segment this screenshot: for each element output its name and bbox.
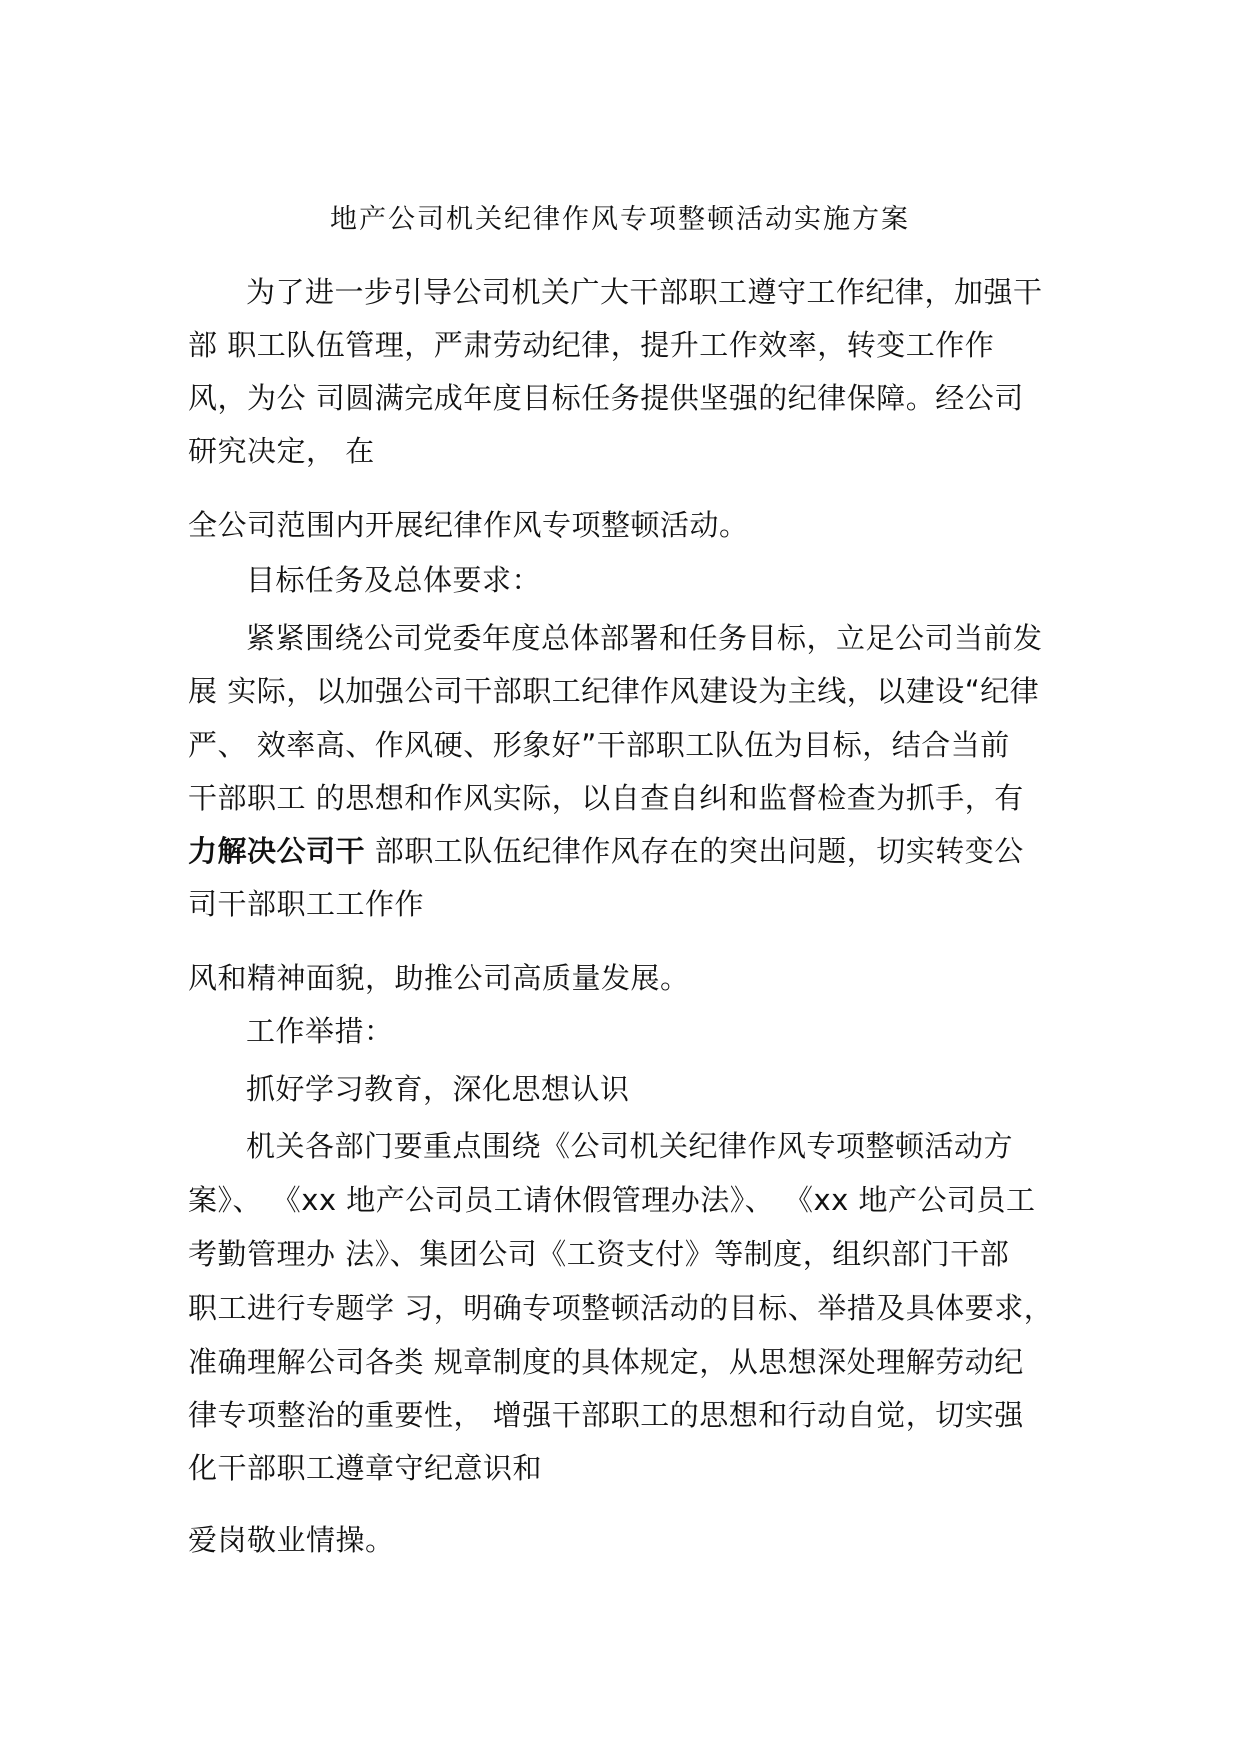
- paragraph-line: 风，为公 司圆满完成年度目标任务提供坚强的纪律保障。经公司: [188, 381, 1024, 415]
- paragraph-line: 考勤管理办 法》、集团公司《工资支付》等制度，组织部门干部: [188, 1237, 1010, 1271]
- paragraph-line: 机关各部门要重点围绕《公司机关纪律作风专项整顿活动方: [246, 1129, 1014, 1163]
- paragraph-line: 准确理解公司各类 规章制度的具体规定，从思想深处理解劳动纪: [188, 1345, 1024, 1379]
- paragraph-line: 干部职工 的思想和作风实际，以自查自纠和监督检查为抓手，有: [188, 781, 1024, 815]
- paragraph-line: 化干部职工遵章守纪意识和: [188, 1451, 543, 1485]
- paragraph-line: 爱岗敬业情操。: [188, 1523, 395, 1557]
- subsection-heading: 抓好学习教育，深化思想认识: [246, 1072, 630, 1106]
- paragraph-line: 为了进一步引导公司机关广大干部职工遵守工作纪律，加强干: [246, 275, 1043, 309]
- paragraph-line: 案》、 《xx 地产公司员工请休假管理办法》、 《xx 地产公司员工: [188, 1183, 1036, 1217]
- paragraph-line: 职工进行专题学 习，明确专项整顿活动的目标、举措及具体要求，: [188, 1291, 1054, 1325]
- document-title: 地产公司机关纪律作风专项整顿活动实施方案: [330, 204, 910, 235]
- paragraph-line: 全公司范围内开展纪律作风专项整顿活动。: [188, 508, 749, 542]
- paragraph-line: 紧紧围绕公司党委年度总体部署和任务目标，立足公司当前发: [246, 621, 1043, 655]
- paragraph-line: 展 实际，以加强公司干部职工纪律作风建设为主线，以建设“纪律: [188, 674, 1040, 708]
- section-heading: 工作举措：: [246, 1014, 394, 1048]
- paragraph-line: 风和精神面貌，助推公司高质量发展。: [188, 961, 690, 995]
- paragraph-line: 严、 效率高、作风硬、形象好”干部职工队伍为目标，结合当前: [188, 728, 1010, 762]
- paragraph-line: 律专项整治的重要性， 增强干部职工的思想和行动自觉，切实强: [188, 1398, 1024, 1432]
- paragraph-line: 研究决定， 在: [188, 434, 375, 468]
- section-heading: 目标任务及总体要求：: [246, 563, 542, 597]
- paragraph-line: [188, 831, 1024, 871]
- line-text: 部职工队伍纪律作风存在的突出问题，切实转变公: [365, 834, 1024, 868]
- paragraph-line: 部 职工队伍管理，严肃劳动纪律，提升工作效率，转变工作作: [188, 328, 995, 362]
- bold-text: 力解决公司干: [188, 834, 366, 868]
- paragraph-line: 司干部职工工作作: [188, 887, 425, 921]
